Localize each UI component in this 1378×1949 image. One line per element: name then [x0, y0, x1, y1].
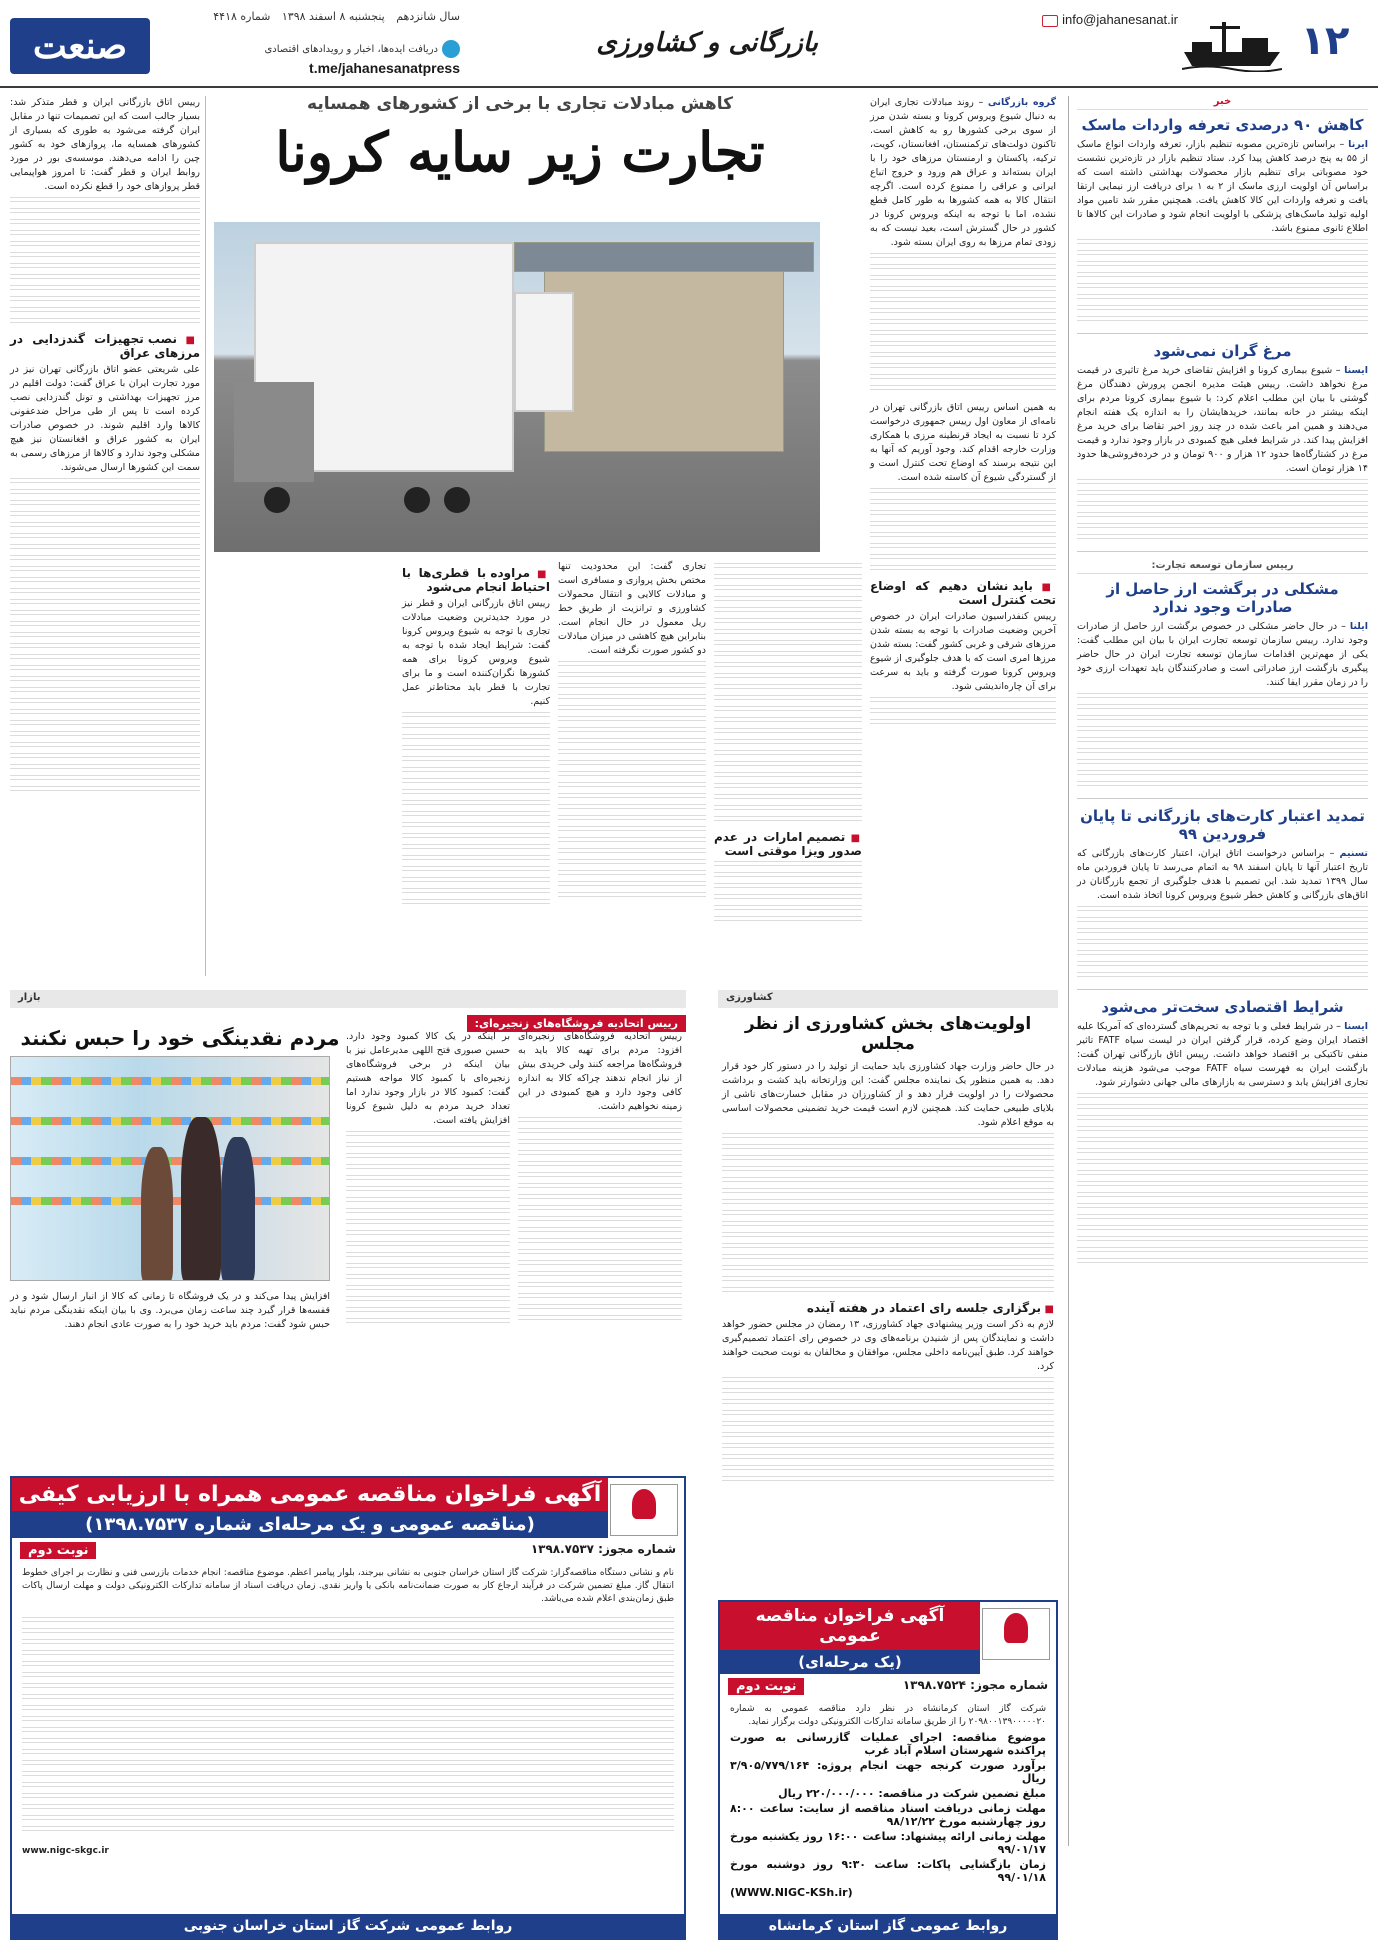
ad-footer: روابط عمومی شرکت گاز استان خراسان جنوبی — [12, 1914, 684, 1938]
main-story-lead: روند مبادلات تجاری ایران به دنبال شیوع ویروس کرونا و بسته شدن مرز از سوی برخی کشورها رو به کاهش است. تاکنون دولت‌های ترکمنستان، افغانستان، کویت، ترکیه، پاکستان و ارمنستان مرزهای خود را با ایران بسته‌اند و عراق هم ورود و خروج اتباع ایرانی و عراقی را ممنوع کرده است. اگرچه انتقال کالا به همه کشورها به طور کامل قطع نشده، اما با توجه به اینکه ویروس کرونا در کشور در حال گسترش است، بعید نیست که به زودی تمام مرزها به روی ایران بسته شود. — [870, 97, 1056, 248]
ad-intro: شرکت گاز استان کرمانشاه در نظر دارد مناقصه عمومی به شماره ۲۰۹۸۰۰۱۳۹۰۰۰۰۰۲۰ را از طریق سامانه تدارکات الکترونیکی دولت برگزار نماید. — [730, 1704, 1046, 1727]
date-label: پنجشنبه ۸ اسفند ۱۳۹۸ — [281, 10, 385, 23]
news-kicker: رییس سازمان توسعه تجارت: — [1077, 560, 1368, 574]
news-body: در حال حاضر مشکلی در خصوص برگشت ارز حاصل از صادرات وجود ندارد. رییس سازمان توسعه تجارت ایران با بیان این مطلب گفت: یکی از مهم‌ترین اقدامات سازمان توسعه تجارت ایران در حال حاضر پیگیری بازگشت ارز صادراتی است و صادرکنندگان باید تعهدات ارزی خود را در زمان مقرر ایفا کنند. — [1077, 621, 1368, 688]
news-kicker: خبر — [1077, 96, 1368, 110]
main-story-text: علی شریعتی عضو اتاق بازرگانی تهران نیز در مورد تجارت ایران با عراق گفت: دولت اقلیم در مرز تجهیزات بهداشتی و تونل گندزدایی نصب کرده است تا پس از طی مراحل ضدعفونی کالاها وارد اقلیم شوند. در خصوص صادرات ایران به کشور عراق و افغانستان نیز هیچ مشکلی وجود ندارد و کالاها از مرزهای رسمی به سمت این کشورها ارسال می‌شوند. — [10, 364, 200, 473]
main-story-text: رییس اتاق بازرگانی ایران و قطر نیز در مورد جدیدترین وضعیت مبادلات تجاری با توجه به شیوع ویروس کرونا گفت: شرایط ایجاد شده با توجه به شیوع ویروس کرونا برای همه کشورها نگران‌کننده است و ما برای تجارت با قطر باید محتاط‌تر عمل کنیم. — [402, 598, 550, 707]
ad-footer: روابط عمومی گاز استان کرمانشاه — [720, 1914, 1056, 1938]
news-economic-conditions: شرایط اقتصادی سخت‌تر می‌شود ایسنا – در شرایط فعلی و با توجه به تحریم‌های گسترده‌ای که آمریکا علیه اقتصاد ایران وضع کرده، قرار گرفتن ایران در لیست سیاه FATF تاثیر منفی تاکتیکی بر اقتصاد خواهد داشت. رییس اتاق بازرگانی تهران گفت: بازگشت ایران به فهرست سیاه FATF موجب می‌شود هزینه مبادلات تجاری افزایش یابد و دسترسی به بازارهای مالی جهانی دشوارتر شود. — [1077, 998, 1368, 1275]
news-source: ایلنا — [1349, 621, 1368, 632]
news-source: ایسنا — [1344, 365, 1368, 376]
ad-subtitle: (مناقصه عمومی و یک مرحله‌ای شماره ۱۳۹۸.۷۵۳۷) — [12, 1511, 608, 1538]
ad-body: نام و نشانی دستگاه مناقصه‌گزار: شرکت گاز استان خراسان جنوبی به نشانی بیرجند، بلوار پیامبر اعظم. موضوع مناقصه: انجام خدمات بازرسی فنی و نظارت بر اجرای خطوط انتقال گاز. مبلغ تضمین شرکت در فرآیند ارجاع کار به صورت ضمانت‌نامه بانکی یا واریز نقدی. زمان دریافت اسناد از سامانه تدارکات الکترونیکی دولت و مهلت ارسال پاکات طبق زمان‌بندی اعلام شده می‌باشد. — [22, 1568, 674, 1604]
tender-ad-kermanshah — [718, 1600, 1058, 1940]
news-headline: مشکلی در برگشت ارز حاصل از صادرات وجود ندارد — [1106, 580, 1339, 616]
agri-body: لازم به ذکر است وزیر پیشنهادی جهاد کشاورزی، ۱۳ رمضان در مجلس حضور خواهد داشت و نمایندگان پس از شنیدن برنامه‌های وی در خصوص رای اعتماد تصمیم‌گیری خواهند کرد. طبق آیین‌نامه داخلی مجلس، موافقان و مخالفان به نوبت صحبت خواهند کرد. — [722, 1319, 1055, 1372]
main-story-subhead: ■ نصب تجهیزات گندزدایی در مرزهای عراق — [10, 332, 200, 360]
ad-turn-badge: نوبت دوم — [20, 1542, 96, 1559]
year-label: سال شانزدهم — [396, 10, 460, 23]
gas-company-logo — [610, 1484, 678, 1536]
main-story-kicker: کاهش مبادلات تجاری با برخی از کشورهای همسایه — [307, 94, 733, 114]
main-story-column-5 — [10, 96, 200, 797]
news-source: گروه بازرگانی — [987, 97, 1056, 108]
section-tag: بازار — [10, 990, 686, 1008]
main-story-text: به همین اساس رییس اتاق بازرگانی تهران در نامه‌ای از معاون اول رییس جمهوری درخواست کرد تا نسبت به ایجاد قرنطینه مرزی با همکاری وزارت خارجه اقدام کند. وجود آوریم که آنها به این نتیجه برسند که اوضاع تحت کنترل است و از گستردگی شیوع آن کاسته شده است. — [870, 402, 1056, 483]
news-trade-cards: تمدید اعتبار کارت‌های بازرگانی تا پایان فروردین ۹۹ تسنیم – براساس درخواست اتاق ایران، اعتبار کارت‌های بازرگانی که تاریخ اعتبار آنها تا پایان اسفند ۹۸ به اتمام می‌رسد تا پایان فروردین ماه سال ۱۳۹۹ تمدید شد. این تصمیم با هدف جلوگیری از تجمع بازرگانان در اتاق‌های بازرگانی و کاهش خطر شیوع ویروس کرونا اتخاذ شده است. — [1077, 807, 1368, 990]
flame-icon — [632, 1489, 656, 1519]
news-body: براساس تازه‌ترین مصوبه تنظیم بازار، تعرفه واردات انواع ماسک از ۵۵ به پنج درصد کاهش پیدا کرد. ستاد تنظیم بازار در تازه‌ترین نشست خود مصوباتی برای تنظیم بازار محصولات بهداشتی داشته است که براساس آن اولویت ارزی ماسک از ۲ به ۱ برای دریافت ارز نیمایی ارتقا یافت و تعرفه واردات این کالا کاهش یافت. همچنین مقرر شد تامین مواد اولیه تولید ماسک‌های پزشکی با اولویت انجام شود و صادرات این کالاها تا اطلاع ثانوی ممنوع باشد. — [1077, 139, 1368, 234]
ad-turn-badge: نوبت دوم — [728, 1678, 804, 1695]
ad-website[interactable]: (WWW.NIGC-KSh.ir) — [730, 1886, 853, 1899]
email-icon — [1042, 15, 1058, 27]
market-headline: مردم نقدینگی خود را حبس نکنند — [20, 1026, 340, 1050]
ad-license: شماره مجوز: ۱۳۹۸.۷۵۳۷ — [530, 1542, 676, 1556]
main-story-column-4 — [402, 560, 550, 910]
main-story-text: رییس کنفدراسیون صادرات ایران در خصوص آخرین وضعیت صادرات با توجه به بسته شدن مرزهای شرقی و غربی کشور گفت: بسته شدن مرزها امری است که با هدف جلوگیری از شیوع ویروس کرونا صورت گرفته و باید به سرعت برای آن چاره‌اندیشی شود. — [870, 611, 1056, 692]
gas-company-logo — [982, 1608, 1050, 1660]
flame-icon — [1004, 1613, 1028, 1643]
news-body: در شرایط فعلی و با توجه به تحریم‌های گسترده‌ای که آمریکا علیه اقتصاد ایران وضع کرده، قرار گرفتن ایران در لیست سیاه FATF تاثیر منفی تاکتیکی بر اقتصاد خواهد داشت. رییس اتاق بازرگانی تهران گفت: بازگشت ایران به فهرست سیاه FATF موجب می‌شود هزینه مبادلات تجاری افزایش یابد و دسترسی به بازارهای مالی جهانی دشوارتر شود. — [1077, 1021, 1369, 1088]
ad-title: آگهی فراخوان مناقصه عمومی همراه با ارزیابی کیفی — [12, 1478, 608, 1511]
main-story-column-2 — [714, 560, 862, 927]
trucks-border-photo — [214, 222, 820, 552]
section-title: بازرگانی و کشاورزی — [596, 28, 818, 58]
telegram-icon — [442, 40, 460, 58]
ad-license: شماره مجوز: ۱۳۹۸.۷۵۲۴ — [902, 1678, 1048, 1692]
main-story-text: تجاری گفت: این محدودیت تنها مختص بخش پروازی و مسافری است و مبادلات کالایی و انتقال محمولات کشاورزی و ترانزیت از طریق خط ریل معمول در حال انجام است. بنابراین هیچ کاهشی در میزان مبادلات دو کشور صورت نگرفته است. — [558, 561, 706, 656]
market-body: بر اینکه در یک کالا کمبود وجود دارد. حسین صبوری فتح اللهی مدیرعامل نیز با بیان اینکه در برخی فروشگاه‌های زنجیره‌ای با کمبود کالا مواجه هستیم گفت: کمبود کالا در بازار وجود ندارد اما تعداد خرید مردم به دلیل شیوع کرونا افزایش یافته است. — [346, 1031, 510, 1126]
page-number: ۱۲ — [1300, 18, 1350, 64]
section-tag: کشاورزی — [718, 990, 1058, 1008]
ad-title: آگهی فراخوان مناقصه عمومی — [720, 1602, 980, 1650]
ad-subject: موضوع مناقصه: اجرای عملیات گازرسانی به صورت پراکنده شهرستان اسلام آباد غرب — [730, 1731, 1046, 1757]
main-story-column-3 — [558, 560, 706, 903]
news-mask-tariff: خبر کاهش ۹۰ درصدی تعرفه واردات ماسک ایرنا – براساس تازه‌ترین مصوبه تنظیم بازار، تعرفه واردات انواع ماسک از ۵۵ به پنج درصد کاهش پیدا کرد. ستاد تنظیم بازار در تازه‌ترین نشست خود مصوباتی برای تنظیم بازار محصولات بهداشتی داشته است که براساس آن اولویت ارزی ماسک از ۲ به ۱ برای دریافت ارز نیمایی ارتقا یافت و تعرفه واردات این کالا کاهش یافت. همچنین مقرر شد تامین مواد اولیه تولید ماسک‌های پزشکی با اولویت انجام شود و صادرات این کالاها تا اطلاع ثانوی ممنوع باشد. — [1077, 96, 1368, 334]
ad-estimate: برآورد صورت کرنجه جهت انجام پروژه: ۳/۹۰۵/۷۷۹/۱۶۴ ریال — [730, 1759, 1046, 1785]
supermarket-photo — [10, 1056, 330, 1281]
news-headline: کاهش ۹۰ درصدی تعرفه واردات ماسک — [1081, 116, 1364, 134]
issue-label: شماره ۴۴۱۸ — [213, 10, 271, 23]
contact-email[interactable]: info@jahanesanat.ir — [1042, 12, 1178, 27]
news-source: تسنیم — [1339, 848, 1368, 859]
newspaper-logo: صنعت — [10, 18, 150, 74]
agriculture-story — [718, 990, 1058, 1590]
ad-website[interactable]: www.nigc-skgc.ir — [22, 1846, 109, 1856]
news-headline: مرغ گران نمی‌شود — [1153, 342, 1292, 360]
telegram-link[interactable]: t.me/jahanesanatpress — [309, 60, 460, 76]
news-headline: شرایط اقتصادی سخت‌تر می‌شود — [1101, 998, 1344, 1016]
news-headline: تمدید اعتبار کارت‌های بازرگانی تا پایان فروردین ۹۹ — [1080, 807, 1365, 843]
news-body: براساس درخواست اتاق ایران، اعتبار کارت‌های بازرگانی که تاریخ اعتبار آنها تا پایان اسفند ۹۸ به اتمام می‌رسد تا پایان فروردین ماه سال ۱۳۹۹ تمدید شد. این تصمیم با هدف جلوگیری از تجمع بازرگانان در اتاق‌های بازرگانی و کاهش خطر شیوع ویروس کرونا اتخاذ شده است. — [1077, 848, 1369, 901]
telegram-block[interactable]: دریافت ایده‌ها، اخبار و رویدادهای اقتصادی t.me/jahanesanatpress — [160, 40, 460, 76]
main-story-headline: تجارت زیر سایه کرونا — [275, 120, 765, 184]
main-story-subhead: ■ باید نشان دهیم که اوضاع تحت کنترل است — [870, 579, 1056, 607]
ad-opening: زمان بازگشایی پاکات: ساعت ۹:۳۰ روز دوشنبه مورخ ۹۹/۰۱/۱۸ — [730, 1858, 1046, 1884]
news-source: ایرنا — [1348, 139, 1368, 150]
news-currency-return: رییس سازمان توسعه تجارت: مشکلی در برگشت ارز حاصل از صادرات وجود ندارد ایلنا – در حال حاضر مشکلی در خصوص برگشت ارز حاصل از صادرات وجود ندارد. رییس سازمان توسعه تجارت ایران با بیان این مطلب گفت: یکی از مهم‌ترین اقدامات سازمان توسعه تجارت ایران در حال حاضر پیگیری بازگشت ارز صادراتی است و صادرکنندگان باید تعهدات ارزی خود را در زمان مقرر ایفا کنند. — [1077, 560, 1368, 799]
market-body: رییس اتحادیه فروشگاه‌های زنجیره‌ای افزود: مردم برای تهیه کالا باید به فروشگاه‌ها مراجعه کنند ولی خریدی بیش از نیاز انجام ندهند چراکه کالا به اندازه کافی وجود دارد و هیچ کمبودی در این زمینه نخواهیم داشت. — [518, 1031, 682, 1112]
tender-ad-south-khorasan — [10, 1476, 686, 1940]
news-body: شیوع بیماری کرونا و افزایش تقاضای خرید مرغ تاثیری در قیمت مرغ نخواهد داشت. رییس هیئت مدیره انجمن پرورش دهندگان مرغ گوشتی با بیان این مطلب اعلام کرد: با شیوع بیماری کرونا مردم برای اینکه بیشتر در خانه بمانند، خریدهایشان را به اندازه یک هفته انجام می‌دهند و همین امر باعث شده در چند روز اخیر تقاضا برای خرید مرغ افزایش پیدا کند. در شرایط فعلی هیچ کمبودی در بازار وجود ندارد و قیمت مرغ در کشتارگاه‌ها حدود ۱۲ هزار و ۹۰۰ تومان و در خرده‌فروشی‌ها حدود ۱۴ هزار تومان است. — [1077, 365, 1369, 474]
cargo-ship-icon — [1182, 16, 1282, 72]
issue-meta — [160, 10, 460, 23]
main-story-text: رییس اتاق بازرگانی ایران و قطر متذکر شد: بسیار جالب است که این تصمیمات تنها در مقابل ایران گرفته می‌شود به طوری که بسیاری از کشورهای همسایه ما، پروازهای خود به کشور چین را ادامه می‌دهند. موسسه‌ی بور در مورد روابط ایران و قطر گفت: تا امروز هواپیمایی قطر پروازهای خود را قطع نکرده است. — [10, 97, 200, 192]
market-story — [10, 990, 686, 1468]
main-story-subhead: ■ مراوده با قطری‌ها با احتیاط انجام می‌شود — [402, 566, 550, 594]
page-header — [0, 0, 1378, 88]
market-body: افزایش پیدا می‌کند و در یک فروشگاه تا زمانی که کالا از انبار ارسال شود و در قفسه‌ها قرار گیرد چند ساعت زمان می‌برد. وی با بیان اینکه نقدینگی مردم نباید حبس شود گفت: مردم باید خرید خود را به صورت عادی انجام دهند. — [10, 1291, 330, 1330]
market-kicker: رییس اتحادیه فروشگاه‌های زنجیره‌ای: — [467, 1015, 686, 1032]
right-news-column — [1068, 96, 1368, 1846]
ad-guarantee: مبلغ تضمین شرکت در مناقصه: ۲۲۰/۰۰۰/۰۰۰ ریال — [778, 1787, 1046, 1800]
news-chicken-price: مرغ گران نمی‌شود ایسنا – شیوع بیماری کرونا و افزایش تقاضای خرید مرغ تاثیری در قیمت مرغ نخواهد داشت. رییس هیئت مدیره انجمن پرورش دهندگان مرغ گوشتی با بیان این مطلب اعلام کرد: با شیوع بیماری کرونا مردم برای اینکه بیشتر در خانه بمانند، خریدهایشان را به اندازه یک هفته انجام می‌دهند و همین امر باعث شده در چند روز اخیر تقاضا برای خرید مرغ افزایش پیدا کند. در شرایط فعلی هیچ کمبودی در بازار وجود ندارد و قیمت مرغ در کشتارگاه‌ها حدود ۱۲ هزار و ۹۰۰ تومان و در خرده‌فروشی‌ها حدود ۱۴ هزار تومان است. — [1077, 342, 1368, 552]
main-story-subhead: ■ تصمیم امارات در عدم صدور ویزا موقتی است — [714, 830, 862, 858]
agri-body: در حال حاضر وزارت جهاد کشاورزی باید حمایت از تولید را در دستور کار خود قرار دهد. به همین منظور یک نماینده مجلس گفت: این وزارتخانه باید کشت و برداشت محصولات را در اولویت قرار دهد و از کشاورزان در مقابل خسارت‌های ناشی از بلایای طبیعی حمایت کند. همچنین لازم است قیمت خرید تضمینی محصولات اساسی به موقع اعلام شود. — [722, 1061, 1054, 1128]
agri-subhead: ■ برگزاری جلسه رای اعتماد در هفته آینده — [718, 1301, 1058, 1315]
ad-subtitle: (یک مرحله‌ای) — [720, 1650, 980, 1674]
agri-headline: اولویت‌های بخش کشاورزی از نظر مجلس — [744, 1014, 1032, 1054]
main-story-lead-column: گروه بازرگانی – روند مبادلات تجاری ایران به دنبال شیوع ویروس کرونا و بسته شدن مرز از سوی برخی کشورها رو به کاهش است. تاکنون دولت‌های ترکمنستان، افغانستان، کویت، ترکیه، پاکستان و ارمنستان مرزهای خود را با ایران بسته‌اند و عراق هم ورود و خروج اتباع ایرانی و عراقی را ممنوع کرده است. اگرچه انتقال کالا به همه کشورها به طور کامل قطع نشده، اما با توجه به اینکه ویروس کرونا در کشور در حال گسترش است، بعید نیست که به زودی تمام مرزها به روی ایران بسته شود. به همین اساس رییس اتاق بازرگانی تهران در نامه‌ای از معاون اول رییس جمهوری درخواست کرد تا نسبت به ایجاد قرنطینه مرزی با همکاری وزارت خارجه اقدام کند. وجود آوریم که آنها به این نتیجه برسند که اوضاع تحت کنترل است و از گستردگی شیوع آن کاسته شده است. ■ باید نشان دهیم که اوضاع تحت کنترل است رییس کنفدراسیون صادرات ایران در خصوص آخرین وضعیت صادرات با توجه به بسته شدن مرزهای شرقی و غربی کشور گفت: بسته شدن مرزها امری است که با هدف جلوگیری از شیوع ویروس کرونا صورت گرفته و باید به سرعت برای آن چاره‌اندیشی شود. — [870, 96, 1056, 730]
ad-deadline-bids: مهلت زمانی ارائه پیشنهاد: ساعت ۱۶:۰۰ روز یکشنبه مورخ ۹۹/۰۱/۱۷ — [730, 1830, 1046, 1856]
news-source: ایسنا — [1344, 1021, 1368, 1032]
ad-deadline-docs: مهلت زمانی دریافت اسناد مناقصه از سایت: ساعت ۸:۰۰ روز چهارشنبه مورخ ۹۸/۱۲/۲۲ — [730, 1802, 1046, 1828]
